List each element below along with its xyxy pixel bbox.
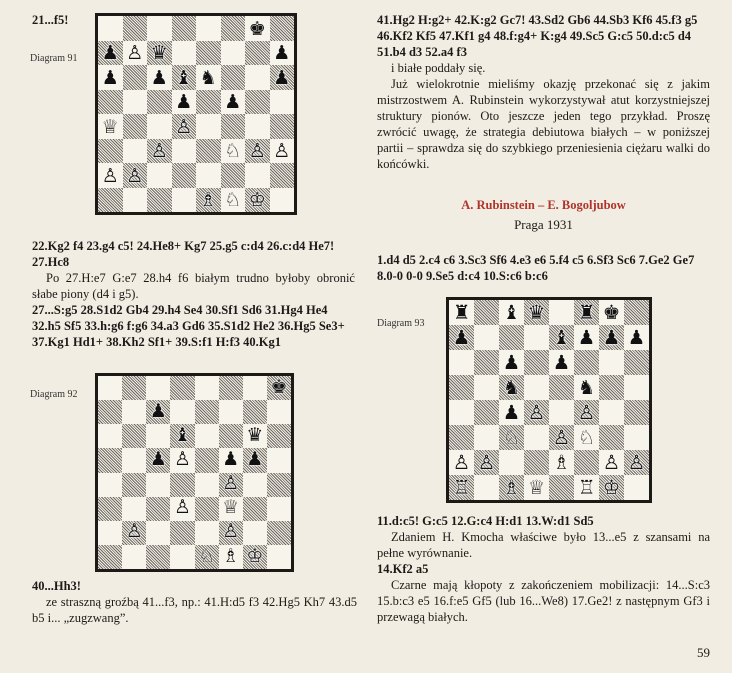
square-f2 [221, 163, 246, 188]
square-f7 [574, 325, 599, 350]
black-pawn-icon: ♟ [149, 449, 167, 471]
black-bishop-icon: ♝ [175, 65, 193, 89]
white-rook-icon: ♖ [577, 475, 596, 499]
square-g3 [243, 497, 267, 521]
square-f3 [221, 139, 246, 164]
square-h6 [624, 350, 649, 375]
white-rook-icon: ♖ [452, 475, 471, 499]
square-b1 [474, 475, 499, 500]
white-pawn-icon: ♙ [527, 400, 546, 424]
black-pawn-icon: ♟ [149, 400, 167, 422]
black-pawn-icon: ♟ [101, 65, 119, 89]
note-27: Po 27.H:e7 G:e7 28.h4 f6 białym trudno byłoby obronić słabe piony (d4 i g5). [32, 271, 355, 301]
square-h5 [624, 375, 649, 400]
note-14: Czarne mają kłopoty z zakończeniem mobilizacji: 14...S:c3 15.b:c3 e5 16.f:e5 Gf5 (lub 16...We8) 17.Ge2! z następnym Gf3 i przewagą białych. [377, 578, 710, 624]
square-c7 [146, 400, 170, 424]
square-h8 [624, 300, 649, 325]
white-pawn-icon: ♙ [101, 163, 119, 187]
square-a8 [98, 16, 123, 41]
square-d8 [172, 16, 197, 41]
diagram-92-board [95, 373, 294, 572]
square-d2 [172, 163, 197, 188]
square-e2 [195, 521, 219, 545]
black-rook-icon: ♜ [577, 300, 596, 324]
note-13: Zdaniem H. Kmocha właściwe było 13...e5 z szansami na pełne wyrównanie. [377, 530, 710, 560]
black-knight-icon: ♞ [502, 375, 521, 399]
square-f6 [574, 350, 599, 375]
square-b8 [122, 376, 146, 400]
square-g2 [243, 521, 267, 545]
square-g6 [243, 424, 267, 448]
square-f5 [219, 448, 243, 472]
square-f6 [219, 424, 243, 448]
square-h3 [267, 497, 291, 521]
square-d5 [172, 90, 197, 115]
black-pawn-icon: ♟ [273, 41, 291, 65]
square-d3 [170, 497, 194, 521]
square-f8 [574, 300, 599, 325]
moves-11-13: 11.d:c5! G:c5 12.G:c4 H:d1 13.W:d1 Sd5 [377, 514, 594, 528]
square-f5 [574, 375, 599, 400]
diagram-92-label: Diagram 92 [30, 389, 78, 400]
moves-22-27: 22.Kg2 f4 23.g4 c5! 24.He8+ Kg7 25.g5 c:d4 26.c:d4 He7! 27.Hc8 [32, 239, 335, 269]
white-pawn-icon: ♙ [248, 139, 266, 163]
square-d2 [524, 450, 549, 475]
square-f4 [219, 473, 243, 497]
square-d7 [172, 41, 197, 66]
square-b1 [122, 545, 146, 569]
square-a8 [449, 300, 474, 325]
square-a6 [98, 65, 123, 90]
square-e7 [549, 325, 574, 350]
black-knight-icon: ♞ [577, 375, 596, 399]
square-e1 [195, 545, 219, 569]
white-king-icon: ♔ [248, 188, 266, 212]
square-b7 [123, 41, 148, 66]
square-e5 [195, 448, 219, 472]
square-e2 [196, 163, 221, 188]
square-b6 [474, 350, 499, 375]
square-h8 [267, 376, 291, 400]
square-b2 [474, 450, 499, 475]
square-f7 [219, 400, 243, 424]
square-h7 [270, 41, 295, 66]
black-pawn-icon: ♟ [150, 65, 168, 89]
black-pawn-icon: ♟ [222, 449, 240, 471]
square-g6 [245, 65, 270, 90]
square-h2 [270, 163, 295, 188]
square-c5 [499, 375, 524, 400]
white-pawn-icon: ♙ [174, 449, 191, 471]
square-g1 [243, 545, 267, 569]
square-c1 [147, 188, 172, 213]
square-d2 [170, 521, 194, 545]
square-a4 [98, 114, 123, 139]
square-g8 [245, 16, 270, 41]
white-pawn-icon: ♙ [452, 450, 471, 474]
square-a5 [98, 448, 122, 472]
square-d1 [172, 188, 197, 213]
white-queen-icon: ♕ [101, 114, 119, 138]
square-g3 [599, 425, 624, 450]
white-knight-icon: ♘ [224, 188, 242, 212]
square-g7 [243, 400, 267, 424]
square-d8 [170, 376, 194, 400]
square-c1 [499, 475, 524, 500]
moves-27-40: 27...S:g5 28.S1d2 Gb4 29.h4 Se4 30.Sf1 Sd6 31.Hg4 He4 32.h5 Sf5 33.h:g6 f:g6 34.a3 Gd6 35.S1d2 He2 36.Hg5 Se3+ 37.Kg1 Hd1+ 38.Kh2 Sf1+ 39.S:f1 H:f3 40.Kg1 [32, 303, 345, 349]
square-a1 [98, 545, 122, 569]
square-b4 [123, 114, 148, 139]
square-f4 [574, 400, 599, 425]
square-h2 [267, 521, 291, 545]
black-pawn-icon: ♟ [246, 449, 264, 471]
square-h6 [270, 65, 295, 90]
black-pawn-icon: ♟ [602, 325, 621, 349]
square-f8 [219, 376, 243, 400]
square-g2 [245, 163, 270, 188]
square-f5 [221, 90, 246, 115]
intro-paragraph: Już wielokrotnie mieliśmy okazję przekonać się z jakim mistrzostwem A. Rubinstein wykorzystywał atut korzystniejszej struktury pionów. Oto jeszcze jeden tego przykład. Proszę zwrócić uwagę, że strategia debiutowa białych – w poniższej partii – sprawdza się do szybkiego przeniesienia ciężaru walki do końcówki. [377, 77, 710, 171]
diagram-93-board [446, 297, 652, 503]
black-pawn-icon: ♟ [452, 325, 471, 349]
square-g4 [245, 114, 270, 139]
square-a6 [98, 424, 122, 448]
square-h3 [624, 425, 649, 450]
square-h4 [270, 114, 295, 139]
square-h1 [624, 475, 649, 500]
square-e1 [549, 475, 574, 500]
square-d1 [524, 475, 549, 500]
square-a1 [449, 475, 474, 500]
move-40: 40...Hh3! [32, 579, 81, 593]
move-21: 21...f5! [32, 13, 69, 27]
square-b6 [123, 65, 148, 90]
square-h7 [267, 400, 291, 424]
black-king-icon: ♚ [270, 376, 288, 398]
square-c8 [147, 16, 172, 41]
white-pawn-icon: ♙ [126, 163, 144, 187]
square-b5 [122, 448, 146, 472]
square-a5 [98, 90, 123, 115]
square-g1 [245, 188, 270, 213]
square-g7 [599, 325, 624, 350]
square-b5 [474, 375, 499, 400]
square-h4 [267, 473, 291, 497]
square-d6 [524, 350, 549, 375]
square-e8 [195, 376, 219, 400]
square-g4 [243, 473, 267, 497]
square-c4 [146, 473, 170, 497]
square-a3 [449, 425, 474, 450]
square-a2 [98, 163, 123, 188]
square-e4 [196, 114, 221, 139]
white-bishop-icon: ♗ [199, 188, 217, 212]
square-d1 [170, 545, 194, 569]
black-pawn-icon: ♟ [224, 90, 242, 114]
square-g5 [243, 448, 267, 472]
square-c3 [499, 425, 524, 450]
game-place: Praga 1931 [514, 217, 573, 232]
square-c2 [147, 163, 172, 188]
square-b3 [122, 497, 146, 521]
square-g2 [599, 450, 624, 475]
square-d4 [170, 473, 194, 497]
black-pawn-icon: ♟ [627, 325, 646, 349]
white-knight-icon: ♘ [577, 425, 596, 449]
square-b6 [122, 424, 146, 448]
square-a3 [98, 139, 123, 164]
square-h5 [267, 448, 291, 472]
square-e5 [196, 90, 221, 115]
white-knight-icon: ♘ [198, 545, 215, 567]
square-a7 [98, 400, 122, 424]
square-g4 [599, 400, 624, 425]
square-g5 [245, 90, 270, 115]
square-d7 [170, 400, 194, 424]
square-g3 [245, 139, 270, 164]
white-knight-icon: ♘ [224, 139, 242, 163]
square-h7 [624, 325, 649, 350]
square-c8 [146, 376, 170, 400]
square-g7 [245, 41, 270, 66]
square-c6 [146, 424, 170, 448]
game-title: A. Rubinstein – E. Bogoljubow [461, 198, 626, 212]
white-king-icon: ♔ [602, 475, 621, 499]
square-b3 [474, 425, 499, 450]
diagram-93-label: Diagram 93 [377, 318, 425, 329]
white-pawn-icon: ♙ [602, 450, 621, 474]
square-d7 [524, 325, 549, 350]
white-pawn-icon: ♙ [150, 139, 168, 163]
black-queen-icon: ♛ [527, 300, 546, 324]
square-e4 [195, 473, 219, 497]
white-pawn-icon: ♙ [477, 450, 496, 474]
white-pawn-icon: ♙ [552, 425, 571, 449]
white-pawn-icon: ♙ [175, 114, 193, 138]
square-e3 [196, 139, 221, 164]
square-c7 [499, 325, 524, 350]
black-queen-icon: ♛ [150, 41, 168, 65]
diagram-91-board [95, 13, 297, 215]
square-e5 [549, 375, 574, 400]
square-e6 [196, 65, 221, 90]
square-c3 [146, 497, 170, 521]
square-a4 [98, 473, 122, 497]
square-c1 [146, 545, 170, 569]
square-a6 [449, 350, 474, 375]
black-king-icon: ♚ [602, 300, 621, 324]
square-c5 [146, 448, 170, 472]
square-b7 [474, 325, 499, 350]
black-bishop-icon: ♝ [552, 325, 571, 349]
square-a2 [449, 450, 474, 475]
square-b1 [123, 188, 148, 213]
black-bishop-icon: ♝ [502, 300, 521, 324]
square-d6 [172, 65, 197, 90]
square-f1 [574, 475, 599, 500]
square-a7 [449, 325, 474, 350]
white-pawn-icon: ♙ [577, 400, 596, 424]
black-pawn-icon: ♟ [502, 350, 521, 374]
square-f6 [221, 65, 246, 90]
square-f3 [574, 425, 599, 450]
white-bishop-icon: ♗ [222, 545, 240, 567]
square-b4 [474, 400, 499, 425]
square-f2 [219, 521, 243, 545]
square-b4 [122, 473, 146, 497]
square-g1 [599, 475, 624, 500]
square-a1 [98, 188, 123, 213]
square-e1 [196, 188, 221, 213]
square-f1 [221, 188, 246, 213]
square-h3 [270, 139, 295, 164]
black-rook-icon: ♜ [452, 300, 471, 324]
square-c4 [499, 400, 524, 425]
white-pawn-icon: ♙ [627, 450, 646, 474]
note-40: ze straszną groźbą 41...f3, np.: 41.H:d5 f3 42.Hg5 Kh7 43.d5 b5 i... „zugzwang”. [32, 595, 357, 625]
square-e4 [549, 400, 574, 425]
white-pawn-icon: ♙ [126, 41, 144, 65]
square-a8 [98, 376, 122, 400]
square-a5 [449, 375, 474, 400]
square-b5 [123, 90, 148, 115]
black-pawn-icon: ♟ [577, 325, 596, 349]
square-c6 [147, 65, 172, 90]
square-d5 [170, 448, 194, 472]
square-c6 [499, 350, 524, 375]
square-h4 [624, 400, 649, 425]
black-pawn-icon: ♟ [273, 65, 291, 89]
square-f1 [219, 545, 243, 569]
square-c7 [147, 41, 172, 66]
square-c2 [146, 521, 170, 545]
square-f4 [221, 114, 246, 139]
square-h8 [270, 16, 295, 41]
square-d3 [172, 139, 197, 164]
square-c2 [499, 450, 524, 475]
page-number: 59 [697, 645, 710, 660]
square-b7 [122, 400, 146, 424]
square-a4 [449, 400, 474, 425]
square-e7 [196, 41, 221, 66]
black-pawn-icon: ♟ [175, 90, 193, 114]
white-pawn-icon: ♙ [174, 497, 191, 519]
white-bishop-icon: ♗ [502, 475, 521, 499]
square-g5 [599, 375, 624, 400]
square-e2 [549, 450, 574, 475]
white-king-icon: ♔ [246, 545, 264, 567]
square-a7 [98, 41, 123, 66]
square-h2 [624, 450, 649, 475]
black-pawn-icon: ♟ [101, 41, 119, 65]
square-e3 [195, 497, 219, 521]
square-f3 [219, 497, 243, 521]
square-c3 [147, 139, 172, 164]
square-e8 [196, 16, 221, 41]
white-bishop-icon: ♗ [552, 450, 571, 474]
square-a3 [98, 497, 122, 521]
square-h1 [267, 545, 291, 569]
square-g8 [243, 376, 267, 400]
black-pawn-icon: ♟ [502, 400, 521, 424]
white-knight-icon: ♘ [502, 425, 521, 449]
square-e7 [195, 400, 219, 424]
white-pawn-icon: ♙ [222, 473, 240, 495]
square-d6 [170, 424, 194, 448]
square-f7 [221, 41, 246, 66]
white-queen-icon: ♕ [222, 497, 240, 519]
square-h6 [267, 424, 291, 448]
move-14: 14.Kf2 a5 [377, 562, 429, 576]
square-e8 [549, 300, 574, 325]
square-e6 [195, 424, 219, 448]
square-f2 [574, 450, 599, 475]
white-pawn-icon: ♙ [222, 521, 240, 543]
white-resigned: i białe poddały się. [391, 61, 486, 75]
square-b8 [123, 16, 148, 41]
square-h1 [270, 188, 295, 213]
square-b2 [122, 521, 146, 545]
moves-41-52: 41.Hg2 H:g2+ 42.K:g2 Gc7! 43.Sd2 Gb6 44.Sb3 Kf6 45.f3 g5 46.Kf2 Kf5 47.Kf1 g4 48.f:g4+ K:g4 49.Sc5 G:c5 50.d:c5 d4 51.b4 d3 52.a4 f3 [377, 13, 698, 59]
square-d8 [524, 300, 549, 325]
diagram-91-label: Diagram 91 [30, 53, 78, 64]
black-king-icon: ♚ [248, 16, 266, 40]
square-e3 [549, 425, 574, 450]
square-g6 [599, 350, 624, 375]
square-f8 [221, 16, 246, 41]
white-pawn-icon: ♙ [125, 521, 143, 543]
square-e6 [549, 350, 574, 375]
square-b3 [123, 139, 148, 164]
black-pawn-icon: ♟ [552, 350, 571, 374]
white-pawn-icon: ♙ [273, 139, 291, 163]
opening-moves: 1.d4 d5 2.c4 c6 3.Sc3 Sf6 4.e3 e6 5.f4 c5 6.Sf3 Sc6 7.Ge2 Ge7 8.0-0 0-0 9.Se5 d:c4 10.S:c6 b:c6 [377, 253, 695, 283]
square-c5 [147, 90, 172, 115]
black-bishop-icon: ♝ [174, 424, 191, 446]
square-d3 [524, 425, 549, 450]
square-d5 [524, 375, 549, 400]
square-b8 [474, 300, 499, 325]
square-d4 [524, 400, 549, 425]
square-h5 [270, 90, 295, 115]
square-c8 [499, 300, 524, 325]
square-c4 [147, 114, 172, 139]
square-b2 [123, 163, 148, 188]
black-knight-icon: ♞ [199, 65, 217, 89]
square-d4 [172, 114, 197, 139]
square-a2 [98, 521, 122, 545]
black-queen-icon: ♛ [246, 424, 264, 446]
white-queen-icon: ♕ [527, 475, 546, 499]
square-g8 [599, 300, 624, 325]
